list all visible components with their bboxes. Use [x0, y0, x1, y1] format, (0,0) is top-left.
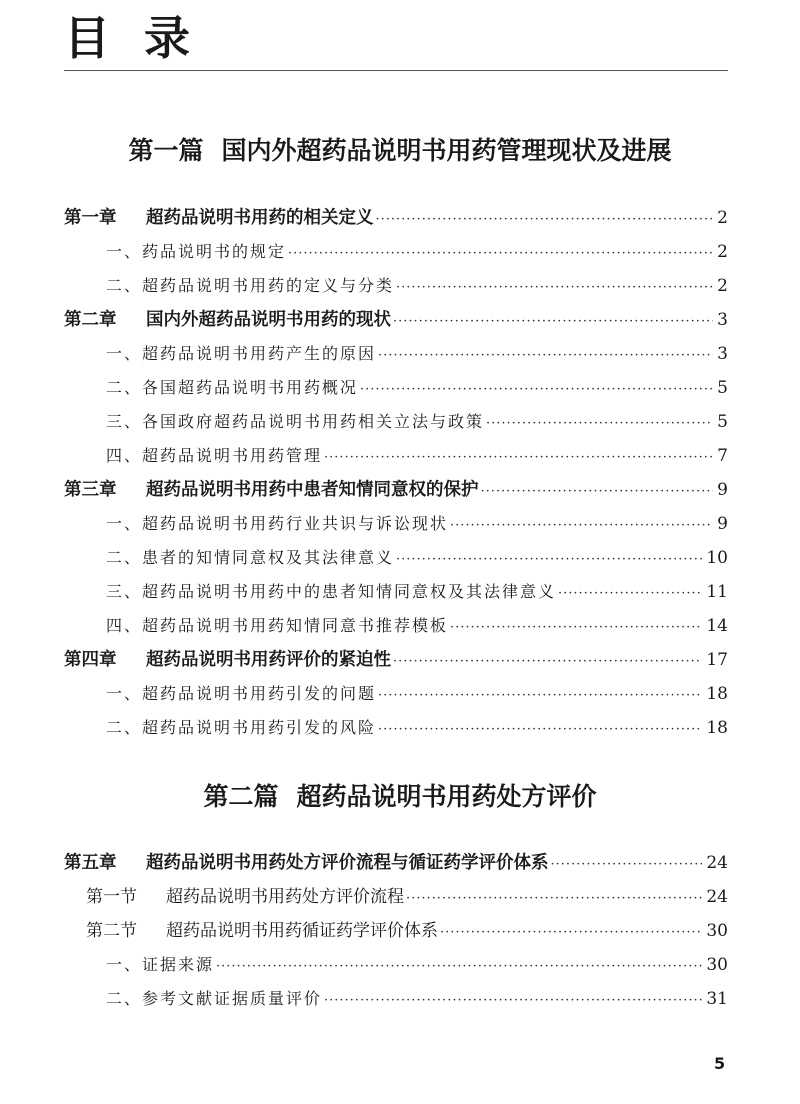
dot-leader	[393, 645, 702, 679]
toc-entry-label	[106, 982, 322, 1016]
dot-leader	[360, 373, 713, 407]
toc-entry-title: 超药品说明书用药循证药学评价体系	[166, 921, 438, 941]
part-number: 第二篇	[203, 782, 279, 811]
dot-leader	[378, 679, 702, 713]
toc-entry-title: 一、超药品说明书用药行业共识与诉讼现状	[106, 514, 449, 533]
toc-entry-title: 二、超药品说明书用药引发的风险	[106, 718, 377, 737]
dot-leader	[440, 916, 702, 950]
toc-entry-label	[64, 643, 391, 677]
toc-section-entry[interactable]	[64, 269, 728, 303]
toc-page-number: 7	[717, 446, 728, 466]
dot-leader	[288, 237, 713, 271]
toc-entry-label	[64, 201, 374, 235]
toc-entry-label	[64, 473, 479, 507]
toc-page-number: 14	[706, 616, 728, 636]
toc-entry-label	[86, 880, 404, 914]
toc-page-number: 18	[706, 718, 728, 738]
page-title: 目录	[64, 11, 224, 65]
toc-page-number: 24	[706, 887, 728, 907]
toc-entry-label	[106, 371, 358, 405]
toc-page-number: 30	[706, 921, 728, 941]
toc-page-number: 3	[717, 344, 728, 364]
toc-entry-label	[106, 235, 286, 269]
subchapter-number: 第二节	[86, 921, 137, 941]
toc-entry-label	[106, 677, 376, 711]
chapter-number: 第三章	[64, 480, 117, 500]
toc-entry-label	[86, 914, 438, 948]
toc-page-number: 2	[717, 208, 728, 228]
toc-page-number: 5	[717, 412, 728, 432]
part-title-text: 超药品说明书用药处方评价	[296, 782, 597, 811]
toc-page-number: 9	[717, 514, 728, 534]
chapter-number: 第五章	[64, 853, 117, 873]
toc-entry-label	[106, 711, 376, 745]
toc-chapter-entry[interactable]	[64, 303, 728, 337]
toc-section-entry[interactable]	[64, 677, 728, 711]
part-heading-2	[0, 782, 800, 812]
toc-page-number: 9	[717, 480, 728, 500]
dot-leader	[324, 984, 702, 1018]
toc-section-entry[interactable]	[64, 507, 728, 541]
toc-chapter-entry[interactable]	[64, 846, 728, 880]
toc-part-2	[64, 846, 728, 1016]
toc-entry-title: 超药品说明书用药的相关定义	[146, 208, 374, 228]
toc-entry-title: 超药品说明书用药中患者知情同意权的保护	[146, 480, 479, 500]
toc-entry-label	[106, 269, 394, 303]
toc-entry-title: 四、超药品说明书用药知情同意书推荐模板	[106, 616, 449, 635]
toc-entry-title: 超药品说明书用药处方评价流程	[166, 887, 404, 907]
chapter-number: 第二章	[64, 310, 117, 330]
toc-page-number: 17	[706, 650, 728, 670]
toc-chapter-entry[interactable]	[64, 201, 728, 235]
toc-chapter-entry[interactable]	[64, 643, 728, 677]
toc-entry-title: 三、各国政府超药品说明书用药相关立法与政策	[106, 412, 485, 431]
toc-entry-title: 二、超药品说明书用药的定义与分类	[106, 276, 395, 295]
toc-entry-title: 一、超药品说明书用药产生的原因	[106, 344, 377, 363]
toc-part-1	[64, 201, 728, 745]
dot-leader	[551, 848, 703, 882]
toc-entry-label	[106, 575, 556, 609]
toc-entry-label	[64, 303, 391, 337]
toc-section-entry[interactable]	[64, 371, 728, 405]
toc-entry-title: 一、证据来源	[106, 955, 215, 974]
dot-leader	[378, 713, 702, 747]
toc-entry-label	[106, 439, 322, 473]
toc-subchapter-entry[interactable]	[64, 914, 728, 948]
toc-page-number: 5	[717, 378, 728, 398]
dot-leader	[376, 203, 714, 237]
chapter-number: 第四章	[64, 650, 117, 670]
toc-section-entry[interactable]	[64, 609, 728, 643]
toc-entry-label	[106, 609, 448, 643]
toc-entry-title: 超药品说明书用药处方评价流程与循证药学评价体系	[146, 853, 549, 873]
toc-chapter-entry[interactable]	[64, 473, 728, 507]
dot-leader	[396, 271, 713, 305]
toc-entry-title: 二、患者的知情同意权及其法律意义	[106, 548, 395, 567]
toc-entry-title: 三、超药品说明书用药中的患者知情同意权及其法律意义	[106, 582, 557, 601]
toc-subchapter-entry[interactable]	[64, 880, 728, 914]
toc-entry-label	[106, 507, 448, 541]
toc-page-number: 2	[717, 242, 728, 262]
toc-entry-title: 国内外超药品说明书用药的现状	[146, 310, 391, 330]
toc-page-number: 30	[706, 955, 728, 975]
toc-entry-title: 二、参考文献证据质量评价	[106, 989, 323, 1008]
toc-section-entry[interactable]	[64, 405, 728, 439]
toc-section-entry[interactable]	[64, 439, 728, 473]
toc-section-entry[interactable]	[64, 337, 728, 371]
toc-entry-title: 四、超药品说明书用药管理	[106, 446, 323, 465]
dot-leader	[450, 611, 702, 645]
toc-entry-label	[106, 405, 484, 439]
toc-entry-title: 一、超药品说明书用药引发的问题	[106, 684, 377, 703]
page-number: 5	[714, 1054, 726, 1073]
toc-section-entry[interactable]	[64, 235, 728, 269]
toc-entry-label	[106, 541, 394, 575]
toc-section-entry[interactable]	[64, 948, 728, 982]
dot-leader	[450, 509, 713, 543]
chapter-number: 第一章	[64, 208, 117, 228]
toc-entry-title: 超药品说明书用药评价的紧迫性	[146, 650, 391, 670]
toc-page-number: 31	[706, 989, 728, 1009]
dot-leader	[406, 882, 702, 916]
dot-leader	[396, 543, 702, 577]
part-heading-1	[0, 136, 800, 166]
toc-entry-label	[106, 337, 376, 371]
toc-entry-label	[106, 948, 214, 982]
toc-page-number: 10	[706, 548, 728, 568]
dot-leader	[216, 950, 702, 984]
dot-leader	[558, 577, 702, 611]
toc-entry-label	[64, 846, 549, 880]
dot-leader	[324, 441, 713, 475]
toc-section-entry[interactable]	[64, 575, 728, 609]
subchapter-number: 第一节	[86, 887, 137, 907]
toc-section-entry[interactable]	[64, 982, 728, 1016]
part-title-text: 国内外超药品说明书用药管理现状及进展	[221, 136, 672, 165]
dot-leader	[486, 407, 713, 441]
toc-page-number: 24	[706, 853, 728, 873]
toc-section-entry[interactable]	[64, 541, 728, 575]
toc-page-number: 11	[706, 582, 728, 602]
part-number: 第一篇	[128, 136, 204, 165]
toc-page-number: 2	[717, 276, 728, 296]
title-divider	[64, 70, 728, 71]
dot-leader	[393, 305, 713, 339]
dot-leader	[481, 475, 714, 509]
dot-leader	[378, 339, 713, 373]
toc-section-entry[interactable]	[64, 711, 728, 745]
toc-entry-title: 二、各国超药品说明书用药概况	[106, 378, 359, 397]
toc-page-number: 18	[706, 684, 728, 704]
toc-entry-title: 一、药品说明书的规定	[106, 242, 287, 261]
toc-page-number: 3	[717, 310, 728, 330]
